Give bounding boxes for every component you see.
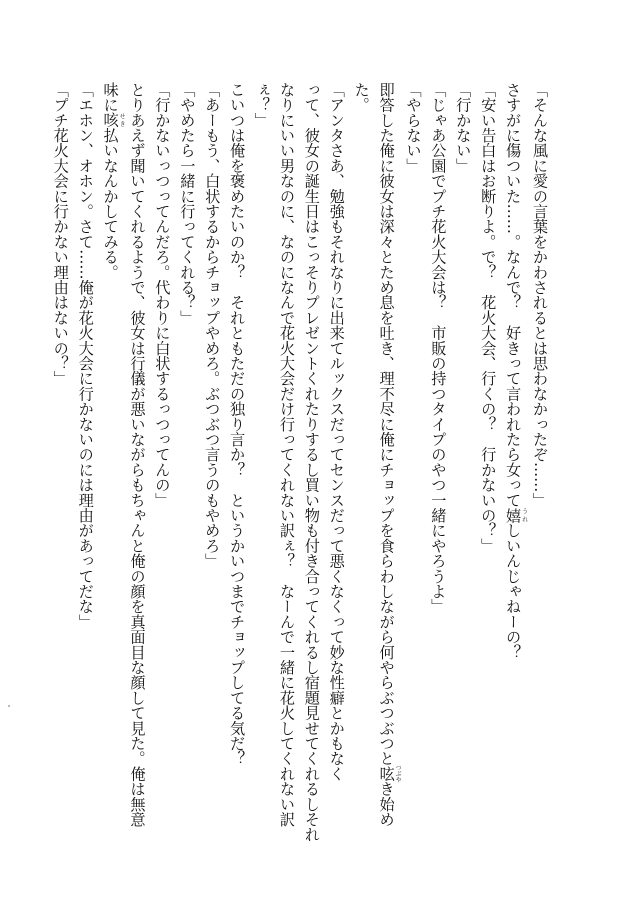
- text-line-5: 「じゃあ公園でプチ花火大会は？ 市販の持つタイプのやつ一緒にやろうよ」: [429, 82, 448, 614]
- text-line-18: [98, 82, 125, 827]
- vertical-text-block: [48, 82, 552, 842]
- ruby-tsubuyaki: 呟つぶや: [377, 764, 402, 783]
- text-line-12: ぇ？」: [253, 82, 272, 128]
- ruby-ureshii: 嬉うれ: [504, 507, 528, 523]
- text-line-19: 「エホン、オホン。さて……俺が花火大会に行かないのには理由があってだな」: [76, 82, 95, 630]
- text-line-20: 「プチ花火大会に行かない理由はないの？」: [51, 82, 70, 386]
- text-line-16: 「行かないっつってんだろ。代わりに白状するっつってんの」: [153, 82, 172, 508]
- ruby-seki: 咳せき: [101, 112, 126, 128]
- text-line-15: 「やめたら一緒に行ってくれる？」: [178, 82, 197, 326]
- text-line-1: 「そんな風に愛の言葉をかわされるとは思わなかったぞ……」: [531, 82, 549, 508]
- text-line-4: 「行かない」: [454, 82, 473, 174]
- text-line-6: 「やらない」: [404, 82, 423, 174]
- text-line-2-head: さすがに傷ついた……。なんで？ 好きって言われたら女って嬉うれしいんじゃねーの？: [504, 82, 528, 660]
- text-line-11: なりにいい男なのに、なのになんで花火大会だけ行ってくれない訳ぇ？ なーんで一緒に花火してくれない訳: [277, 82, 296, 827]
- text-line-9: 「アンタさあ、勉強もそれなりに出来てルックスだってセンスだって悪くなくって妙な性癖とかもなく: [327, 82, 346, 782]
- text-line-18-tail: 払いなんかしてみる。: [101, 127, 120, 280]
- text-line-3: 「安い告白はお断りよ。で？ 花火大会、行くの？ 行かないの？」: [479, 82, 498, 554]
- text-line-2: [500, 82, 527, 827]
- text-line-7-head: 即答した俺に彼女は深々とため息を吐き、理不尽に俺にチョップを食らわしながら何やらぶつぶつと: [377, 82, 396, 766]
- text-line-7: [374, 82, 401, 827]
- text-line-8: た。: [352, 82, 371, 113]
- text-line-10: って、彼女の誕生日はこっそりプレゼントくれたりするし買い物も付き合ってくれるし宿題見せてくれるしそれ: [302, 82, 321, 842]
- text-line-13: こいつは俺を褒めたいのか？ それともただの独り言か？ というかいつまでチョップしてる気だ？: [228, 82, 247, 766]
- text-line-18-head: 味に: [101, 82, 120, 113]
- text-line-14: 「あーもう、白状するからチョップやめろ。ぶつぶつ言うのもやめろ」: [203, 82, 222, 569]
- text-line-7-tail: き始め: [377, 781, 396, 827]
- page-speck: [8, 705, 10, 707]
- text-line-17: とりあえず聞いてくれるようで、彼女は行儀が悪いながらもちゃんと俺の顔を真面目な顔して見た。俺は無意: [128, 82, 147, 827]
